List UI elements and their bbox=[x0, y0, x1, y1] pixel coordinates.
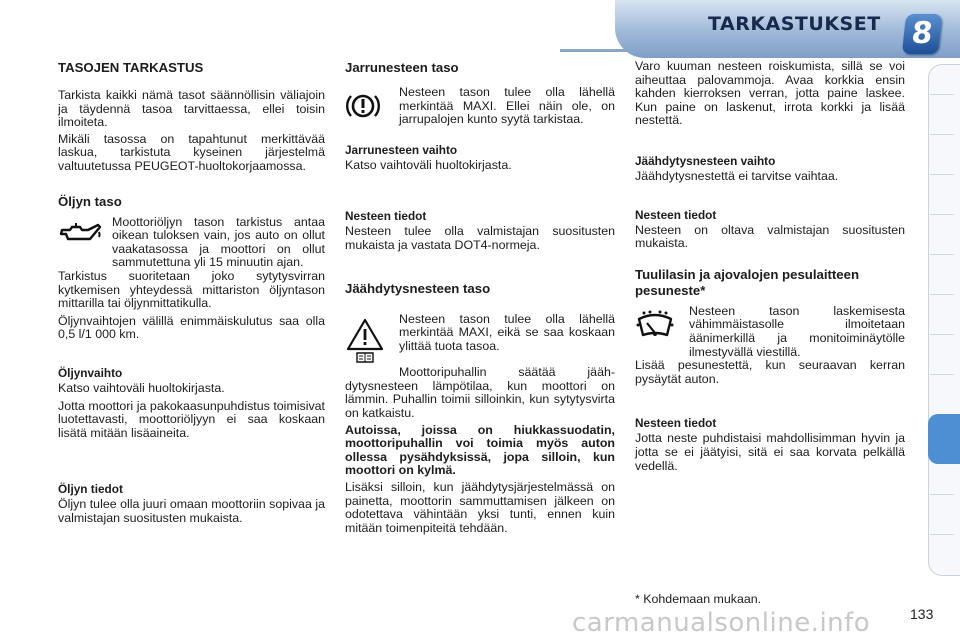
oil-level-heading: Öljyn taso bbox=[58, 193, 122, 209]
coolant-change-text: Jäähdytysnestettä ei tarvitse vaihtaa. bbox=[635, 168, 839, 183]
brake-info-heading: Nesteen tiedot bbox=[345, 209, 427, 224]
oil-info-text: Öljyn tulee olla juuri omaan moottoriin sopivaa ja valmistajan suositusten mukaista. bbox=[58, 497, 325, 525]
tab-divider bbox=[930, 494, 954, 495]
brake-fluid-text: Nesteen tason tulee olla lähellä merkintää MAXI. Ellei näin ole, on jarrupalojen kunto syytä tarkistaa. bbox=[399, 85, 615, 127]
watermark: carmanualsonline.info bbox=[572, 608, 871, 638]
coolant-heading: Jäähdytysnesteen taso bbox=[345, 280, 491, 296]
particle-filter-warning: Autoissa, joissa on hiukkassuodatin, moottoripuhallin voi toimia myös auton ollessa pysähdyksissä, jopa silloin, kun moottori on kylmä. bbox=[345, 422, 615, 478]
tab-divider bbox=[930, 134, 954, 135]
tab-divider bbox=[930, 534, 954, 535]
chapter-number-badge: 8 bbox=[902, 14, 942, 54]
coolant-info-heading: Nesteen tiedot bbox=[635, 207, 717, 222]
tab-divider bbox=[930, 334, 954, 335]
footnote: * Kohdemaan mukaan. bbox=[635, 592, 762, 606]
column-middle bbox=[345, 60, 615, 535]
coolant-level-text: Nesteen tason tulee olla lähellä merkintää MAXI, eikä se saa koskaan ylittää tuota tasoa. bbox=[399, 311, 615, 353]
section-title: TASOJEN TARKASTUS bbox=[58, 60, 204, 75]
page-number: 133 bbox=[910, 606, 934, 622]
tab-divider bbox=[930, 214, 954, 215]
hot-coolant-warning-icon bbox=[345, 313, 399, 367]
oil-level-text: Moottoriöljyn tason tarkistus antaa oikean tuloksen vain, jos auto on ollut vaakatasossa ja moottori on ollut sammutettuna yli 15 minuutin ajan. bbox=[112, 214, 325, 270]
oil-check-text: Tarkistus suoritetaan joko sytytysvirran kytkemisen yhteydessä mittariston öljyntason mittarilla tai öljynmittatikulla. bbox=[58, 268, 325, 311]
tab-divider bbox=[930, 94, 954, 95]
oil-change-heading: Öljynvaihto bbox=[58, 365, 123, 380]
tab-divider bbox=[930, 254, 954, 255]
washer-refill-text: Lisää pesunestettä, kun seuraavan kerran pysäytät auton. bbox=[635, 358, 905, 386]
active-chapter-tab[interactable] bbox=[928, 414, 960, 464]
chapter-tab-strip bbox=[928, 64, 960, 576]
hot-coolant-caution-text: Varo kuuman nesteen roiskumista, sillä se voi aiheuttaa palovammoja. Avaa korkkia ensin kahden kierroksen verran, jotta paine laskee. Kun paine on laskenut, irrota korkki ja lisää nestettä. bbox=[635, 59, 905, 128]
column-right bbox=[635, 60, 905, 473]
brake-change-text: Katso vaihtoväli huoltokirjasta. bbox=[345, 157, 512, 172]
coolant-pressure-text: Lisäksi silloin, kun jäähdytysjärjestelmässä on painetta, moottorin sammuttamisen jälkeen on odotettava vähintään yksi tunti, ennen kuin mitään toimenpiteitä tehdään. bbox=[345, 479, 615, 535]
oil-additive-text: Jotta moottori ja pakokaasunpuhdistus toimisivat luotettavasti, moottoriöljyyn ei saa koskaan lisätä mitään lisäaineita. bbox=[58, 398, 325, 440]
coolant-change-heading: Jäähdytysnesteen vaihto bbox=[635, 153, 776, 168]
washer-fluid-icon bbox=[635, 305, 689, 345]
tab-divider bbox=[930, 174, 954, 175]
oil-consumption-text: Öljynvaihtojen välillä enimmäiskulutus saa olla 0,5 l/1 000 km. bbox=[58, 313, 325, 342]
brake-info-text: Nesteen tulee olla valmistajan suositusten mukaista ja vastata DOT4-normeja. bbox=[345, 224, 615, 252]
header-rule bbox=[560, 49, 920, 52]
oil-change-text: Katso vaihtoväli huoltokirjasta. bbox=[58, 380, 225, 395]
tab-divider bbox=[930, 294, 954, 295]
tab-divider bbox=[930, 374, 954, 375]
washer-info-heading: Nesteen tiedot bbox=[635, 416, 717, 431]
column-left bbox=[58, 60, 325, 525]
coolant-block bbox=[345, 313, 615, 367]
brake-warning-icon bbox=[345, 86, 399, 126]
washer-fluid-heading: Tuulilasin ja ajovalojen pesulaitteen pesuneste* bbox=[635, 266, 859, 298]
oil-level-block bbox=[58, 216, 325, 270]
intro-paragraph: Tarkista kaikki nämä tasot säännöllisin väliajoin ja täydennä tasoa tarvittaessa, ellei toisin ilmoiteta. bbox=[58, 88, 325, 130]
brake-change-heading: Jarrunesteen vaihto bbox=[345, 142, 458, 157]
chapter-title: TARKASTUKSET bbox=[708, 13, 881, 35]
coolant-fan-text: Moottoripuhallin säätää jäähdytysnesteen lämpötilaa, kun moottori on lämmin. Puhallin toimii silloinkin, kun sytytysvirta on katkaistu. bbox=[345, 365, 615, 420]
washer-info-text: Jotta neste puhdistaisi mahdollisimman hyvin ja jotta se ei jäätyisi, sitä ei saa korvata pelkällä vedellä. bbox=[635, 431, 905, 473]
washer-fluid-text: Nesteen tason laskemisesta vähimmäistasolle ilmoitetaan äänimerkillä ja monitoiminäytölle ilmestyvällä viestillä. bbox=[689, 303, 905, 359]
brake-fluid-block bbox=[345, 86, 615, 127]
oil-can-icon bbox=[58, 216, 112, 250]
brake-fluid-heading: Jarrunesteen taso bbox=[345, 60, 459, 75]
intro-paragraph: Mikäli tasossa on tapahtunut merkittävää laskua, tarkistuta kyseinen järjestelmä valtuutetussa PEUGEOT-huoltokorjaamossa. bbox=[58, 131, 325, 173]
coolant-info-text: Nesteen on oltava valmistajan suositusten mukaista. bbox=[635, 222, 905, 251]
oil-info-heading: Öljyn tiedot bbox=[58, 482, 123, 497]
washer-fluid-block bbox=[635, 305, 905, 359]
